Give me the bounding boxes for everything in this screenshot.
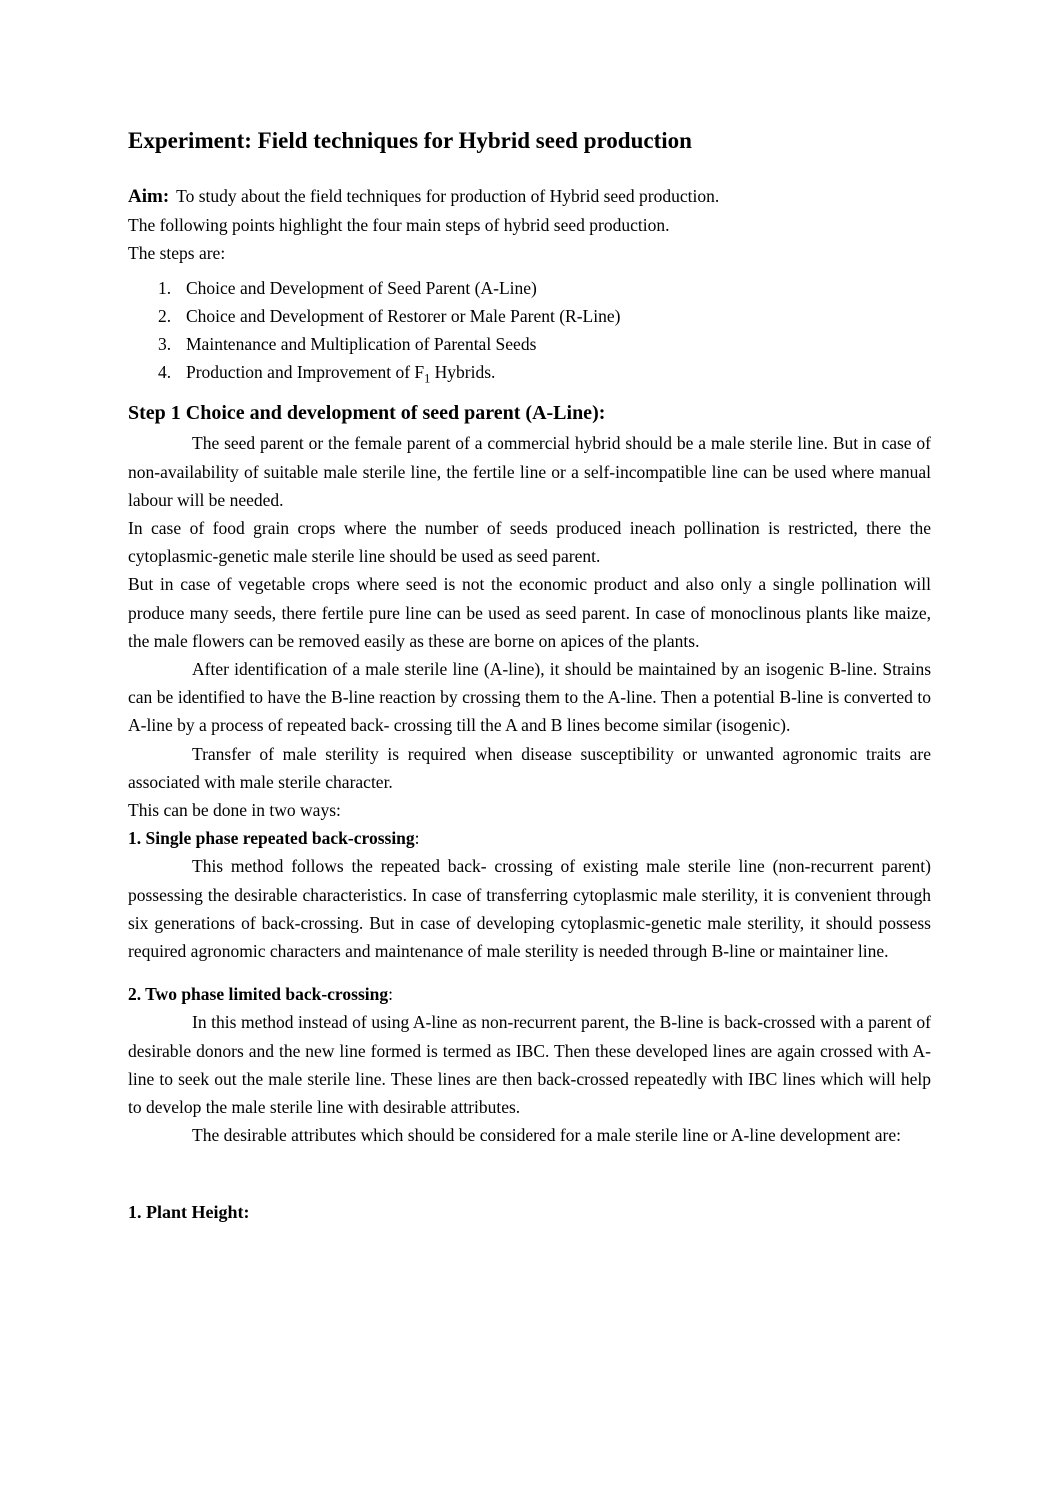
steps-list xyxy=(128,274,931,387)
f1-subscript: 1 xyxy=(424,371,431,386)
subheading-method-2: 2. Two phase limited back-crossing: xyxy=(128,984,393,1005)
paragraph: The seed parent or the female parent of a commercial hybrid should be a male sterile line. But in case of non-availability of suitable male sterile line, the fertile line or a self-incompatible line can be used where manual labour will be needed. xyxy=(128,433,931,510)
step-text: Production and Improvement of $F_1$ Hybrids. xyxy=(186,362,496,386)
step-number: 3. xyxy=(158,334,172,355)
section-heading-step1: Step 1 Choice and development of seed parent (A-Line): xyxy=(128,402,606,425)
subheading-method-1: 1. Single phase repeated back-crossing: xyxy=(128,828,420,849)
list-item xyxy=(158,274,931,302)
step-text: Maintenance and Multiplication of Parental Seeds xyxy=(186,334,537,355)
document-title: Experiment: Field techniques for Hybrid seed production xyxy=(128,128,692,153)
step-number: 2. xyxy=(158,305,172,326)
step-text: Choice and Development of Seed Parent (A-Line) xyxy=(186,277,537,298)
list-item xyxy=(158,330,931,358)
paragraph: In case of food grain crops where the number of seeds produced ineach pollination is restricted, there the cytoplasmic-genetic male sterile line should be used as seed parent. xyxy=(128,518,931,567)
step-text: Choice and Development of Restorer or Male Parent (R-Line) xyxy=(186,305,621,326)
paragraph: After identification of a male sterile line (A-line), it should be maintained by an isogenic B-line. Strains can be identified to have the B-line reaction by crossing them to the A-line. Then a potential B-line is converted to A-line by a process of repeated back- crossing till the A and B lines become similar (isogenic). xyxy=(128,659,931,736)
list-item xyxy=(158,358,931,386)
paragraph: But in case of vegetable crops where seed is not the economic product and also only a single pollination will produce many seeds, there fertile pure line can be used as seed parent. In case of monoclinous plants like maize, the male flowers can be removed easily as these are borne on apices of the plants. xyxy=(128,574,931,651)
paragraph: This method follows the repeated back- crossing of existing male sterile line (non-recurrent parent) possessing the desirable characteristics. In case of transferring cytoplasmic male sterility, it is convenient through six generations of back-crossing. But in case of developing cytoplasmic-genetic male sterility, it should possess required agronomic characters and maintenance of male sterility is needed through B-line or maintainer line. xyxy=(128,856,931,962)
list-item xyxy=(158,302,931,330)
intro-line-2: The steps are: xyxy=(128,243,226,264)
step-number: 1. xyxy=(158,277,172,298)
step-number: 4. xyxy=(158,362,172,383)
paragraph: The desirable attributes which should be considered for a male sterile line or A-line development are: xyxy=(192,1125,901,1146)
aim-text: To study about the field techniques for production of Hybrid seed production. xyxy=(176,186,720,206)
intro-line-1: The following points highlight the four main steps of hybrid seed production. xyxy=(128,215,670,236)
paragraph: Transfer of male sterility is required when disease susceptibility or unwanted agronomic traits are associated with male sterile character. xyxy=(128,743,931,792)
paragraph: This can be done in two ways: xyxy=(128,800,341,821)
aim-line xyxy=(128,182,931,211)
paragraph: In this method instead of using A-line as non-recurrent parent, the B-line is back-crossed with a parent of desirable donors and the new line formed is termed as IBC. Then these developed lines are again crossed with A-line to seek out the male sterile line. These lines are then back-crossed repeatedly with IBC lines which will help to develop the male sterile line with desirable attributes. xyxy=(128,1012,931,1118)
attribute-heading-plant-height: 1. Plant Height: xyxy=(128,1201,250,1222)
aim-label: Aim: xyxy=(128,186,170,207)
